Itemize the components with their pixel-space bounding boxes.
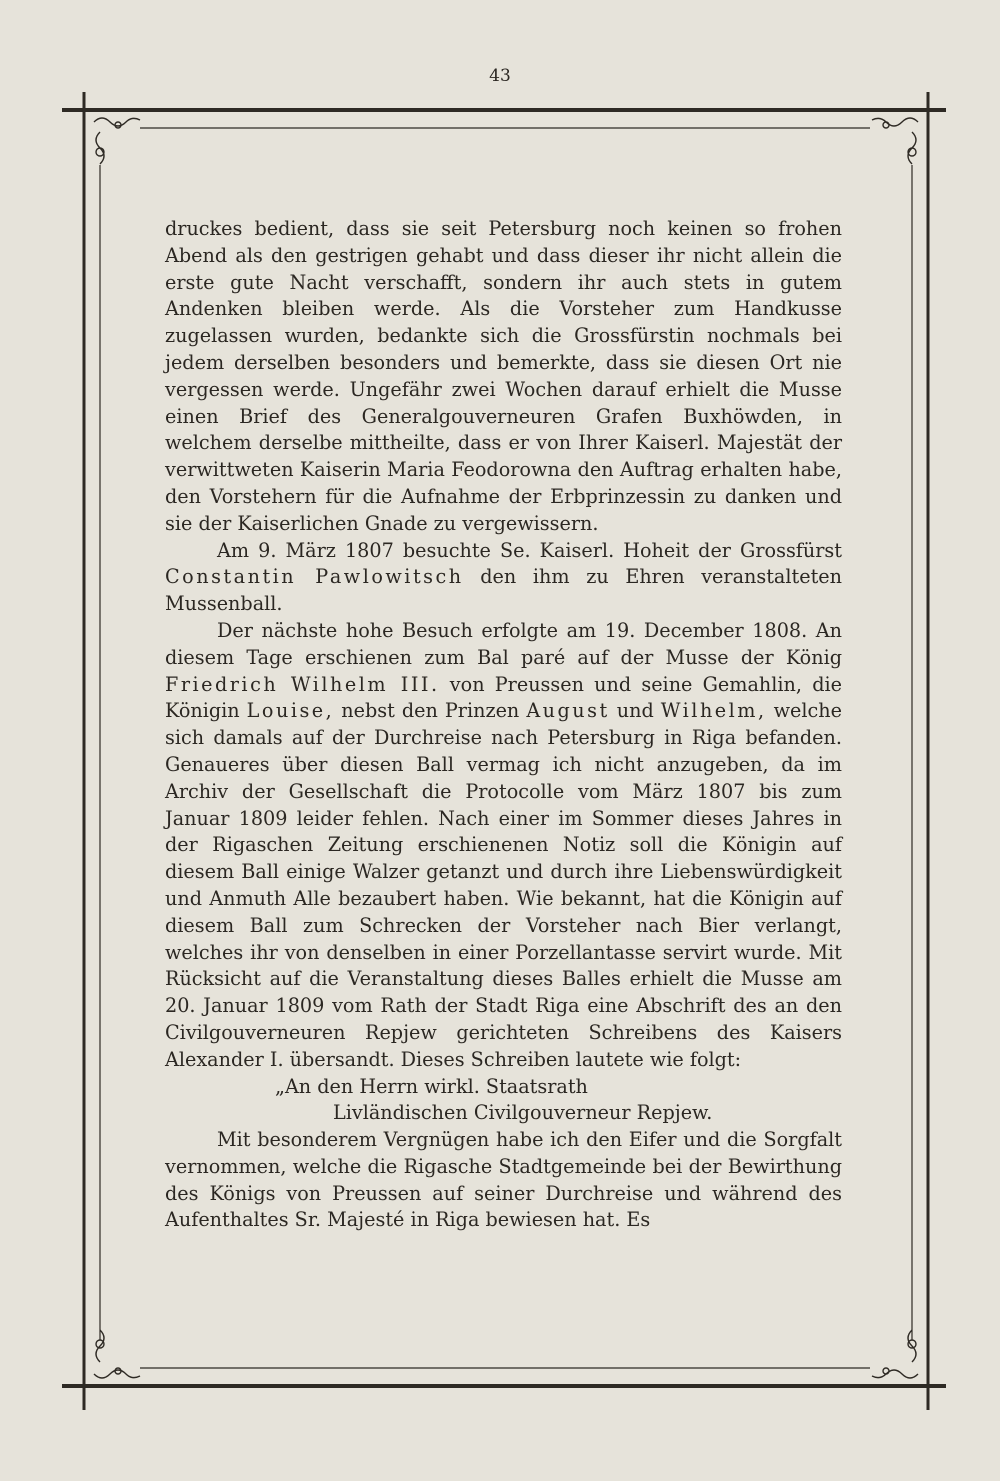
page-number: 43 bbox=[489, 66, 511, 86]
body-text bbox=[165, 216, 842, 1234]
text-run: druckes bedient, dass sie seit Petersburg noch keinen so frohen Abend als den gestrigen gehabt und dass dieser ihr nicht allein die erste gute Nacht verschafft, sondern ihr auch stets in gutem Andenken bleiben werde. Als die Vorsteher zum Handkusse zugelassen wurden, bedankte sich die Grossfürstin nochmals bei jedem derselben besonders und bemerkte, dass sie diesen Ort nie vergessen werde. Ungefähr zwei Wochen darauf erhielt die Musse einen Brief des Generalgouverneuren Grafen Buxhöwden, in welchem derselbe mittheilte, dass er von Ihrer Kaiserl. Majestät der verwittweten Kaiserin Maria Feodorowna den Auftrag erhalten habe, den Vorstehern für die Aufnahme der Erbprinzessin zu danken und sie der Kaiserlichen Gnade zu vergewissern. bbox=[165, 217, 842, 535]
text-run: welche sich damals auf der Durchreise nach Petersburg in Riga befanden. Genaueres über diesen Ball vermag ich nicht anzugeben, da im Archiv der Gesellschaft die Protocolle vom März 1807 bis zum Januar 1809 leider fehlen. Nach einer im Sommer dieses Jahres in der Rigaschen Zeitung erschienenen Notiz soll die Königin auf diesem Ball einige Walzer getanzt und durch ihre Liebenswürdigkeit und Anmuth Alle bezaubert haben. Wie bekannt, hat die Königin auf diesem Ball zum Schrecken der Vorsteher nach Bier verlangt, welches ihr von denselben in einer Porzellantasse servirt wurde. Mit Rücksicht auf die Veranstaltung dieses Balles erhielt die Musse am 20. Januar 1809 vom Rath der Stadt Riga eine Abschrift des an den Civilgouverneuren Repjew gerichteten Schreibens des Kaisers Alexander I. übersandt. Dieses Schreiben lautete wie folgt: bbox=[165, 699, 842, 1071]
spaced-name: Wilhelm, bbox=[660, 699, 767, 723]
spaced-name: Louise, bbox=[246, 699, 335, 723]
paragraph bbox=[165, 1127, 842, 1234]
text-run: und bbox=[609, 699, 661, 723]
paragraph bbox=[165, 1074, 842, 1101]
paragraph bbox=[165, 216, 842, 538]
spaced-name: Friedrich Wilhelm III. bbox=[165, 672, 440, 696]
text-run: von Preussen und seine Gemahlin, die Königin bbox=[165, 672, 842, 723]
paragraph bbox=[165, 618, 842, 1074]
text-run: Mit besonderem Vergnügen habe ich den Eifer und die Sorgfalt vernommen, welche die Rigasche Stadtgemeinde bei der Bewirthung des Königs von Preussen auf seiner Durchreise und während des Aufenthaltes Sr. Majesté in Riga bewiesen hat. Es bbox=[165, 1128, 842, 1232]
corner-ornament-bottom-left bbox=[94, 1330, 140, 1378]
text-run: den ihm zu Ehren veranstalteten Mussenball. bbox=[165, 565, 842, 616]
corner-ornament-bottom-right bbox=[872, 1330, 918, 1378]
text-run: Der nächste hohe Besuch erfolgte am 19. December 1808. An diesem Tage erschienen zum Bal paré auf der Musse der König bbox=[165, 618, 842, 669]
text-run: Am 9. März 1807 besuchte Se. Kaiserl. Hoheit der Grossfürst bbox=[217, 538, 842, 562]
spaced-name: Constantin Pawlowitsch bbox=[165, 565, 464, 589]
spaced-name: August bbox=[526, 699, 610, 723]
text-run: „An den Herrn wirkl. Staatsrath bbox=[275, 1074, 588, 1098]
corner-ornament-top-right bbox=[872, 118, 918, 164]
paragraph bbox=[165, 1100, 842, 1127]
text-run: Livländischen Civilgouverneur Repjew. bbox=[333, 1101, 713, 1125]
corner-ornament-top-left bbox=[94, 118, 140, 164]
paragraph bbox=[165, 538, 842, 618]
text-run: nebst den Prinzen bbox=[334, 699, 527, 723]
